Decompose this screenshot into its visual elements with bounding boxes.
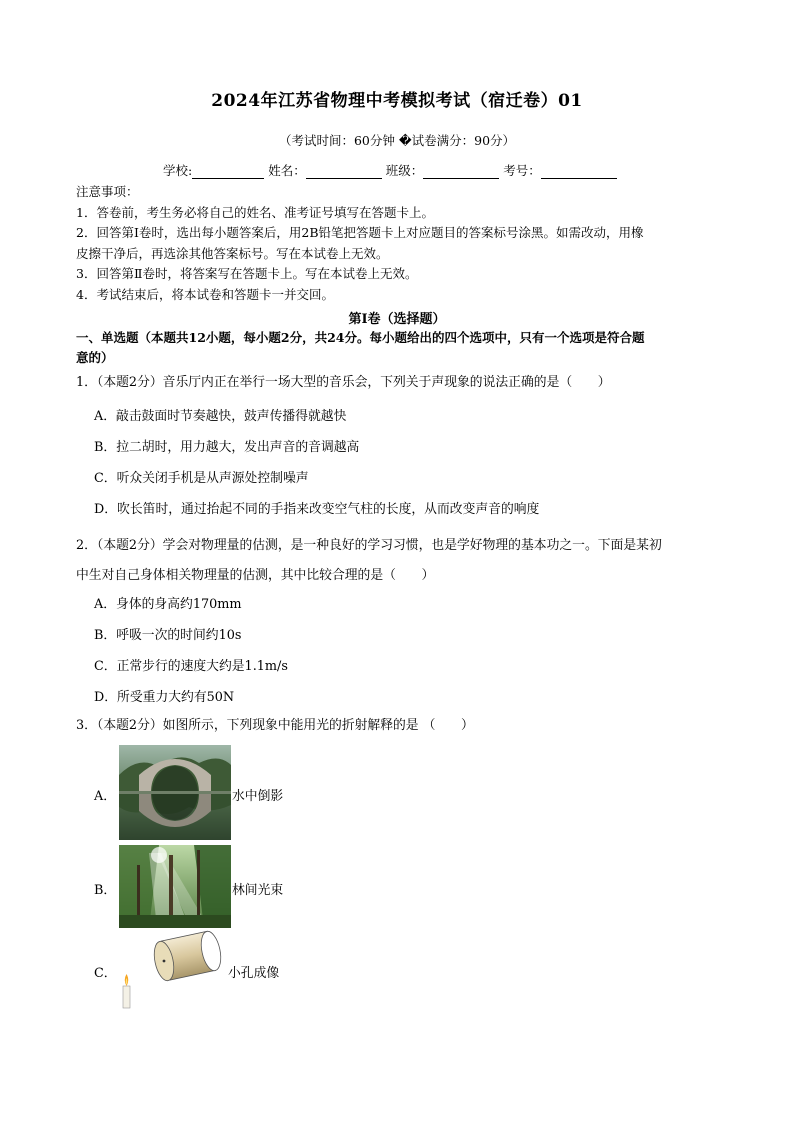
- notes-item: 3．回答第Ⅱ卷时，将答案写在答题卡上。写在本试卷上无效。: [76, 266, 418, 281]
- question-1-option-c[interactable]: C．听众关闭手机是从声源处控制噪声: [94, 471, 309, 486]
- notes-block: [76, 182, 726, 305]
- forest-light-beams-photo: [119, 845, 231, 928]
- question-2-stem-line: 2．（本题2分）学会对物理量的估测，是一种良好的学习习惯，也是学好物理的基本功之一。下面是某初: [76, 538, 662, 553]
- question-2-option-d[interactable]: D．所受重力大约有50N: [94, 690, 235, 705]
- bridge-reflection-image: [119, 745, 231, 840]
- pinhole-camera-image: [117, 930, 227, 1010]
- question-3-option-b-letter[interactable]: B．: [94, 883, 117, 898]
- question-2-option-a[interactable]: A．身体的身高约170mm: [94, 597, 242, 612]
- notes-item: 2．回答第Ⅰ卷时，选出每小题答案后，用2B铅笔把答题卡上对应题目的答案标号涂黑。如需改动，用橡: [76, 225, 644, 240]
- student-info-row: [163, 161, 643, 179]
- question-3-option-a-letter[interactable]: A．: [94, 789, 117, 804]
- part-heading: [76, 328, 722, 368]
- section-title: 第Ⅰ卷（选择题）: [348, 312, 446, 327]
- part-heading-line: 意的）: [76, 350, 114, 365]
- question-2-stem: [76, 531, 724, 591]
- question-2-stem-line: 中生对自己身体相关物理量的估测，其中比较合理的是（ ）: [76, 568, 435, 583]
- notes-heading: 注意事项：: [76, 184, 139, 199]
- name-label: 姓名：: [268, 163, 306, 178]
- notes-item: 皮擦干净后，再选涂其他答案标号。写在本试卷上无效。: [76, 245, 389, 261]
- question-1-option-d[interactable]: D．吹长笛时，通过抬起不同的手指来改变空气柱的长度，从而改变声音的响度: [94, 502, 540, 517]
- school-blank[interactable]: [192, 164, 264, 179]
- forest-light-image: [119, 845, 231, 928]
- question-3-option-a-caption: 水中倒影: [232, 789, 284, 804]
- pinhole-camera-illustration: [117, 930, 227, 1010]
- question-1-option-b[interactable]: B．拉二胡时，用力越大，发出声音的音调越高: [94, 440, 360, 455]
- class-blank[interactable]: [423, 164, 499, 179]
- question-3-option-c-letter[interactable]: C．: [94, 966, 117, 981]
- question-2-option-c[interactable]: C．正常步行的速度大约是1.1m/s: [94, 659, 288, 674]
- exam-subtitle: （考试时间：60分钟 �试卷满分：90分）: [278, 133, 516, 148]
- school-label: 学校:: [163, 163, 193, 178]
- part-heading-line: 一、单选题（本题共12小题，每小题2分，共24分。每小题给出的四个选项中，只有一个选项是符合题: [76, 330, 645, 345]
- exam-title: 2024年江苏省物理中考模拟考试（宿迁卷）01: [211, 91, 583, 111]
- question-1-option-a[interactable]: A．敲击鼓面时节奏越快，鼓声传播得就越快: [94, 409, 347, 424]
- class-label: 班级：: [385, 163, 424, 178]
- question-3-option-b-caption: 林间光束: [232, 883, 284, 898]
- question-1-stem: 1．（本题2分）音乐厅内正在举行一场大型的音乐会，下列关于声现象的说法正确的是（ ）: [76, 375, 611, 390]
- notes-item: 1．答卷前，考生务必将自己的姓名、准考证号填写在答题卡上。: [76, 204, 434, 220]
- question-3-option-c-caption: 小孔成像: [228, 966, 280, 981]
- question-2-option-b[interactable]: B．呼吸一次的时间约10s: [94, 628, 242, 643]
- question-3-stem: 3．（本题2分）如图所示，下列现象中能用光的折射解释的是 （ ）: [76, 718, 474, 733]
- exam-number-label: 考号：: [503, 163, 541, 178]
- name-blank[interactable]: [306, 164, 382, 179]
- bridge-reflection-photo: [119, 745, 231, 840]
- exam-number-blank[interactable]: [541, 164, 617, 179]
- notes-item: 4．考试结束后，将本试卷和答题卡一并交回。: [76, 286, 334, 302]
